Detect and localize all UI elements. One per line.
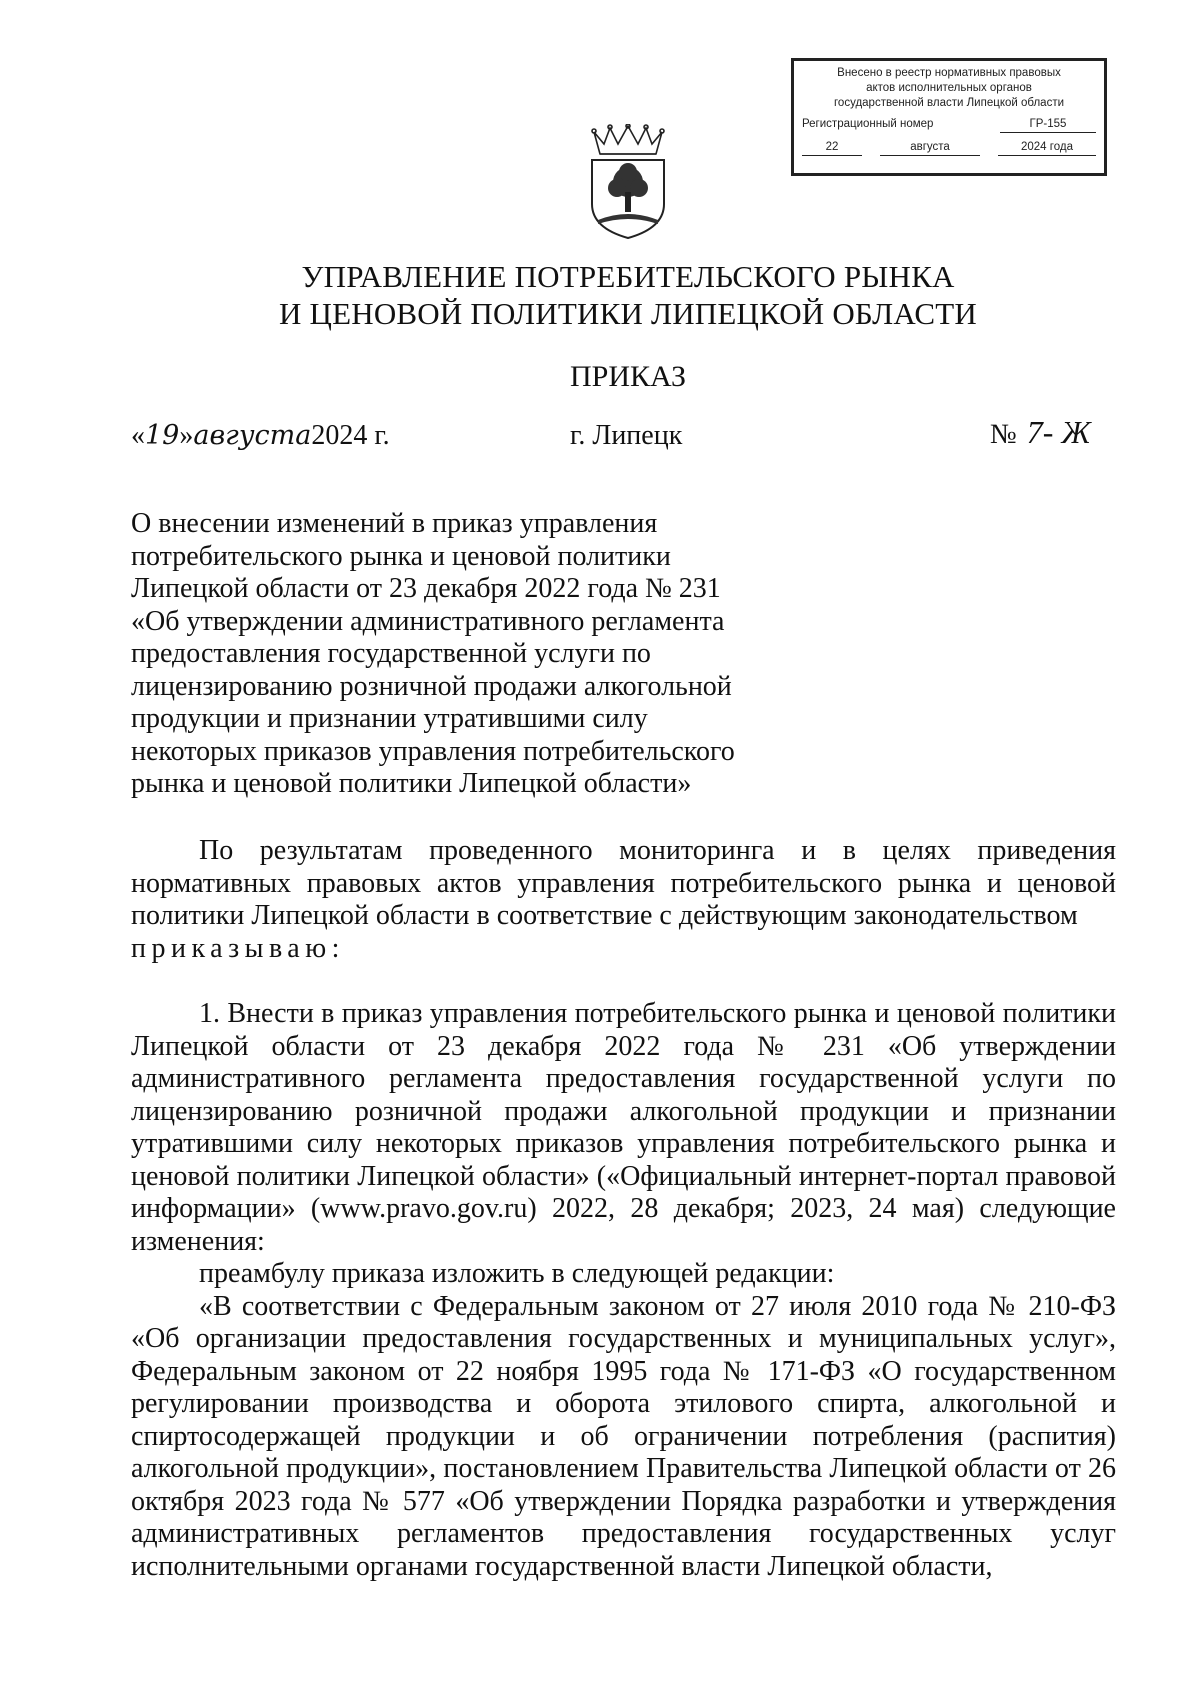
date-month: августа (193, 420, 312, 451)
subject-line: рынка и ценовой политики Липецкой области» (131, 768, 692, 799)
stamp-month: августа (880, 139, 980, 156)
stamp-line-3: государственной власти Липецкой области (833, 97, 1065, 109)
stamp-year: 2024 года (998, 139, 1096, 156)
order-subject (131, 508, 771, 801)
organization-title-line-2: И ЦЕНОВОЙ ПОЛИТИКИ ЛИПЕЦКОЙ ОБЛАСТИ (278, 296, 978, 331)
order-number (990, 414, 1091, 451)
intro-paragraph: По результатам проведенного мониторинга и в целях приведения нормативных правовых актов управления потребительского рынка и ценовой политики Липецкой области в соответствие с действующим законодательством (131, 835, 1116, 931)
order-date (131, 420, 390, 452)
organization-title-line-1: УПРАВЛЕНИЕ ПОТРЕБИТЕЛЬСКОГО РЫНКА (301, 259, 955, 294)
registration-stamp (791, 58, 1107, 176)
preamble-text: «В соответствии с Федеральным законом от 27 июля 2010 года № 210-ФЗ «Об организации предоставления государственных и муниципальных услуг», Федеральным законом от 22 ноября 1995 года № 171-ФЗ «О государственном регулировании производства и оборота этилового спирта, алкогольной и спиртосодержащей продукции и об ограничении потребления (распития) алкогольной продукции», постановлением Правительства Липецкой области от 26 октября 2023 года № 577 «Об утверждении Порядка разработки и утверждения административных регламентов предоставления государственных услуг исполнительными органами государственной власти Липецкой области, (131, 1290, 1116, 1582)
date-open-quote: « (131, 420, 145, 451)
subject-line: лицензированию розничной продажи алкогольной (131, 670, 732, 702)
coat-of-arms-icon (586, 124, 670, 240)
stamp-day: 22 (802, 139, 862, 156)
date-year: 2024 г. (311, 420, 390, 451)
subject-line: продукции и признании утратившими силу (131, 703, 648, 734)
stamp-reg-number: ГР-155 (1000, 116, 1096, 133)
subject-line: «Об утверждении административного регламента (131, 605, 725, 637)
date-close-quote: » (179, 420, 194, 451)
order-body (131, 835, 1116, 1583)
item-1-paragraph: 1. Внести в приказ управления потребительского рынка и ценовой политики Липецкой области от 23 декабря 2022 года № 231 «Об утверждении административного регламента предоставления государственной услуги по лицензированию розничной продажи алкогольной продукции и признании утратившими силу некоторых приказов управления потребительского рынка и ценовой политики Липецкой области» («Официальный интернет-портал правовой информации» (www.pravo.gov.ru) 2022, 28 декабря; 2023, 24 мая) следующие изменения: (131, 998, 1116, 1257)
date-day: 19 (145, 420, 180, 451)
subject-line: некоторых приказов управления потребительского (131, 735, 735, 767)
stamp-date-row (802, 139, 1096, 156)
organization-title (0, 258, 1200, 332)
order-word: приказываю: (131, 932, 345, 964)
subject-line: потребительского рынка и ценовой политики (131, 540, 671, 572)
subject-line: О внесении изменений в приказ управления (131, 508, 658, 539)
stamp-line-2: актов исполнительных органов (866, 82, 1032, 94)
subject-line: Липецкой области от 23 декабря 2022 года № 231 (131, 573, 721, 604)
number-value: 7- Ж (1026, 414, 1091, 450)
stamp-registration-row (802, 116, 1096, 133)
stamp-reg-label: Регистрационный номер (802, 118, 934, 130)
subject-line: предоставления государственной услуги по (131, 638, 651, 669)
order-city: г. Липецк (570, 420, 683, 451)
preamble-note: преамбулу приказа изложить в следующей редакции: (199, 1258, 835, 1289)
number-label: № (990, 419, 1017, 450)
document-type: ПРИКАЗ (570, 360, 686, 393)
stamp-line-1: Внесено в реестр нормативных правовых (837, 67, 1061, 79)
